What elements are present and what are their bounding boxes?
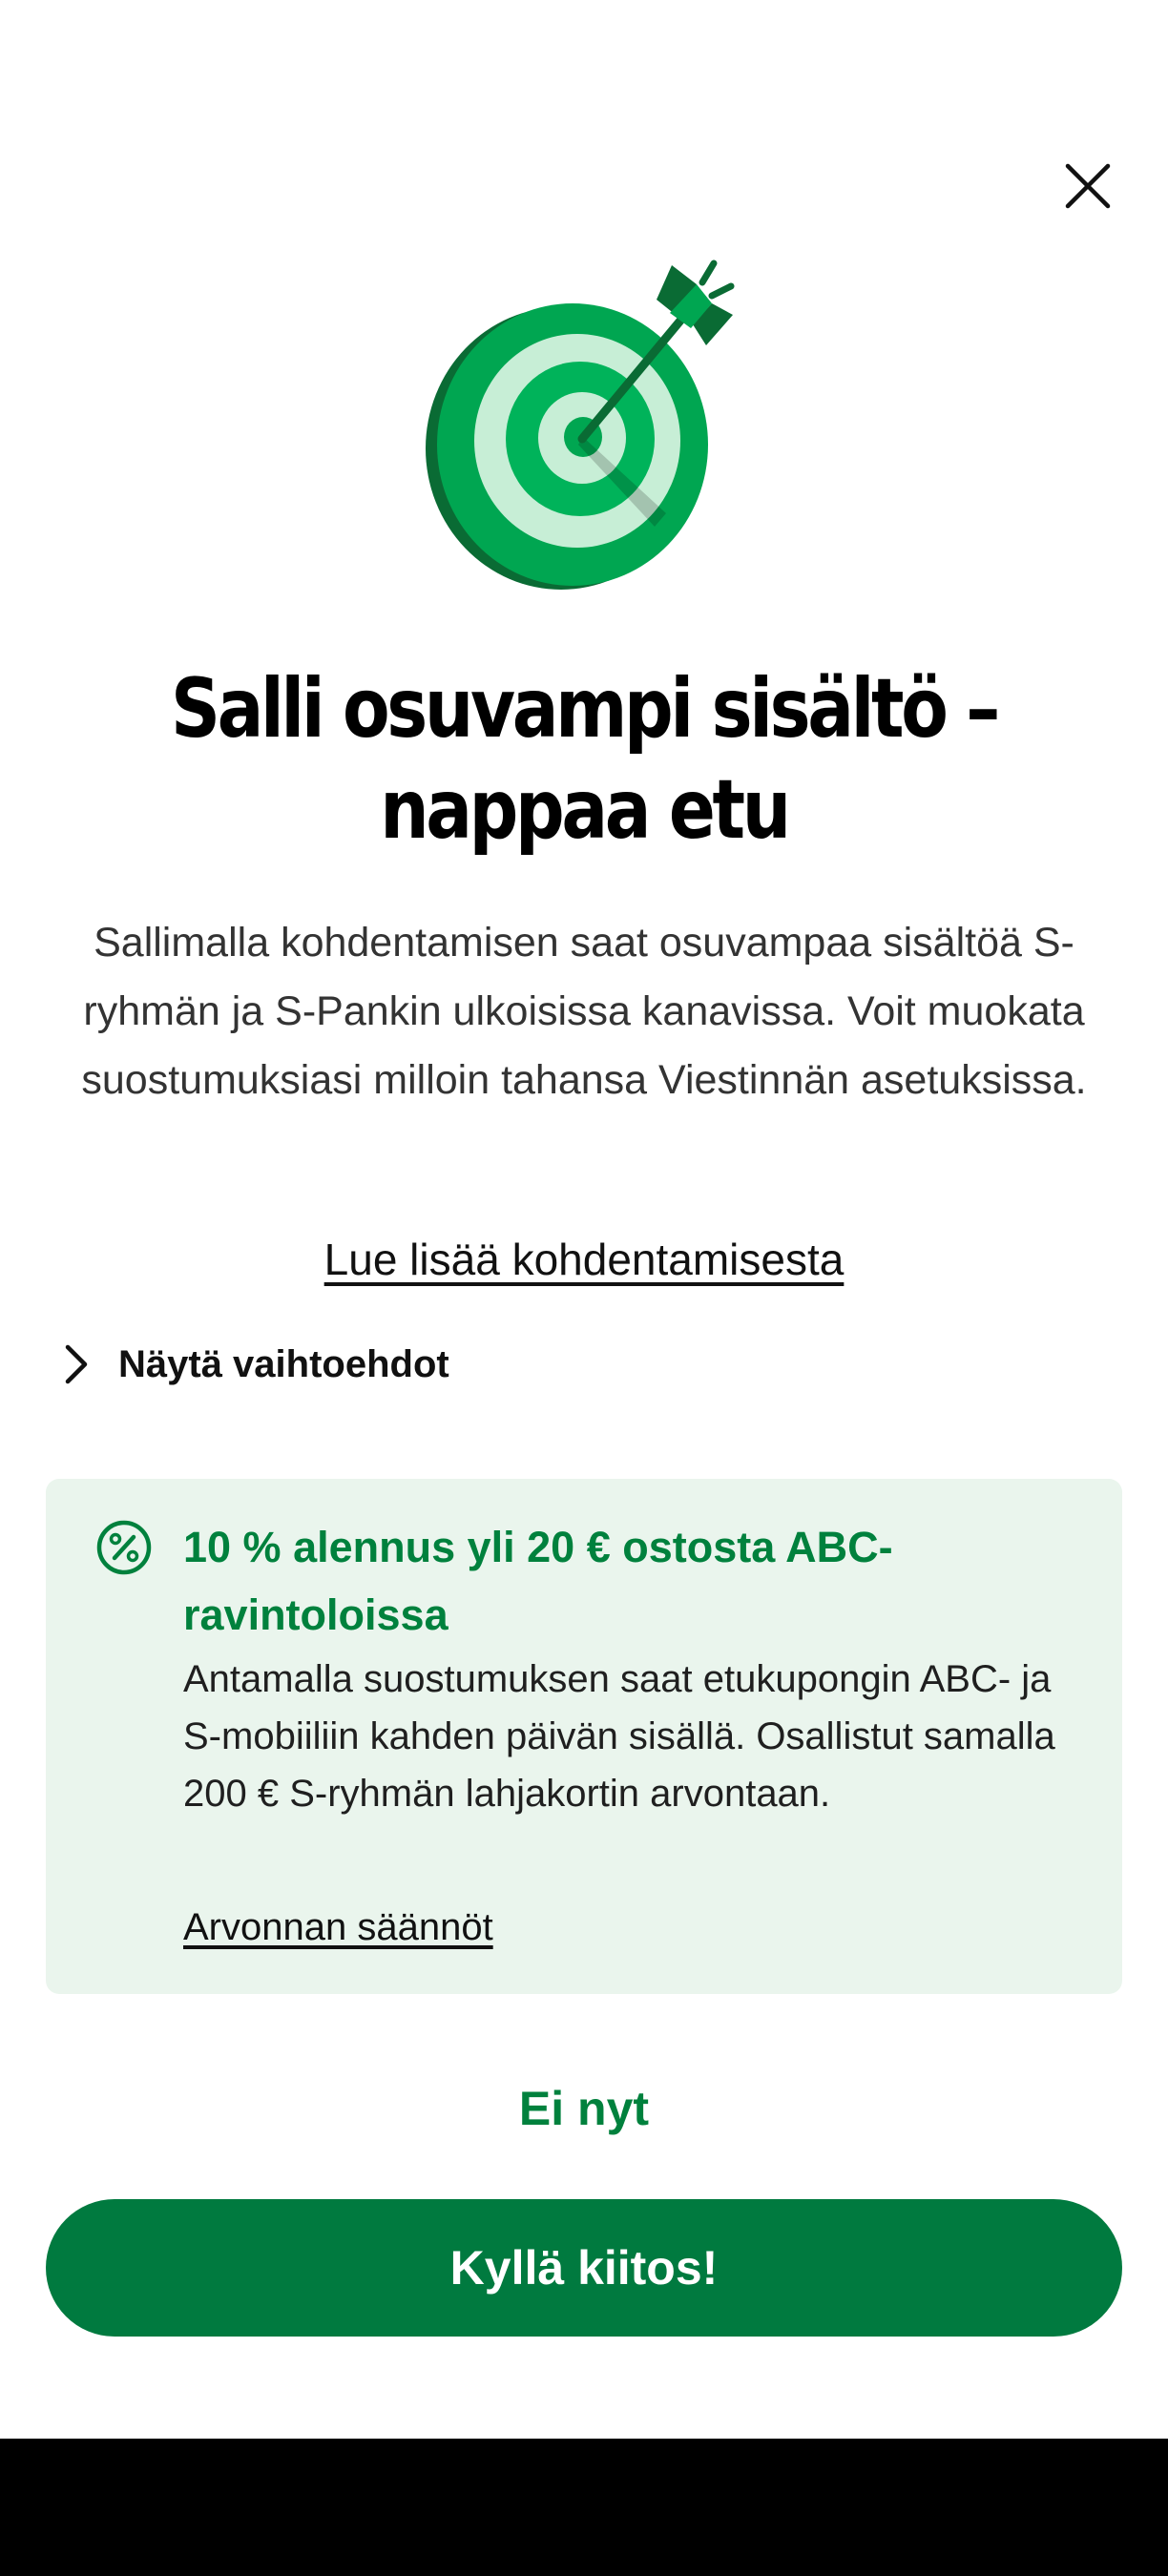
dialog-title: Salli osuvampi sisältö – nappaa etu: [170, 661, 998, 858]
show-options-toggle[interactable]: [57, 1336, 449, 1393]
show-options-label: Näytä vaihtoehdot: [118, 1342, 449, 1385]
lottery-rules-link[interactable]: Arvonnan säännöt: [183, 1906, 493, 1948]
promo-title: 10 % alennus yli 20 € ostosta ABC-ravintoloissa: [183, 1523, 893, 1639]
close-button[interactable]: [1054, 153, 1121, 219]
chevron-right-icon: [57, 1336, 95, 1393]
close-icon: [1054, 153, 1121, 219]
not-now-button[interactable]: Ei nyt: [518, 2082, 650, 2135]
promo-card: [46, 1479, 1122, 1994]
target-with-dart-icon: [420, 258, 744, 601]
learn-more-link[interactable]: Lue lisää kohdentamisesta: [323, 1235, 845, 1284]
accept-button[interactable]: Kyllä kiitos!: [46, 2199, 1122, 2337]
system-navigation-bar: [0, 2439, 1168, 2576]
percent-icon: [95, 1519, 153, 1576]
promo-description: Antamalla suostumuksen saat etukupongin ABC- ja S-mobiiliin kahden päivän sisällä. Osallistut samalla 200 € S-ryhmän lahjakortin arvontaan.: [183, 1658, 1055, 1815]
dialog-description: Sallimalla kohdentamisen saat osuvampaa sisältöä S-ryhmän ja S-Pankin ulkoisissa kanavissa. Voit muokata suostumuksiasi milloin tahansa Viestinnän asetuksissa.: [81, 920, 1087, 1103]
